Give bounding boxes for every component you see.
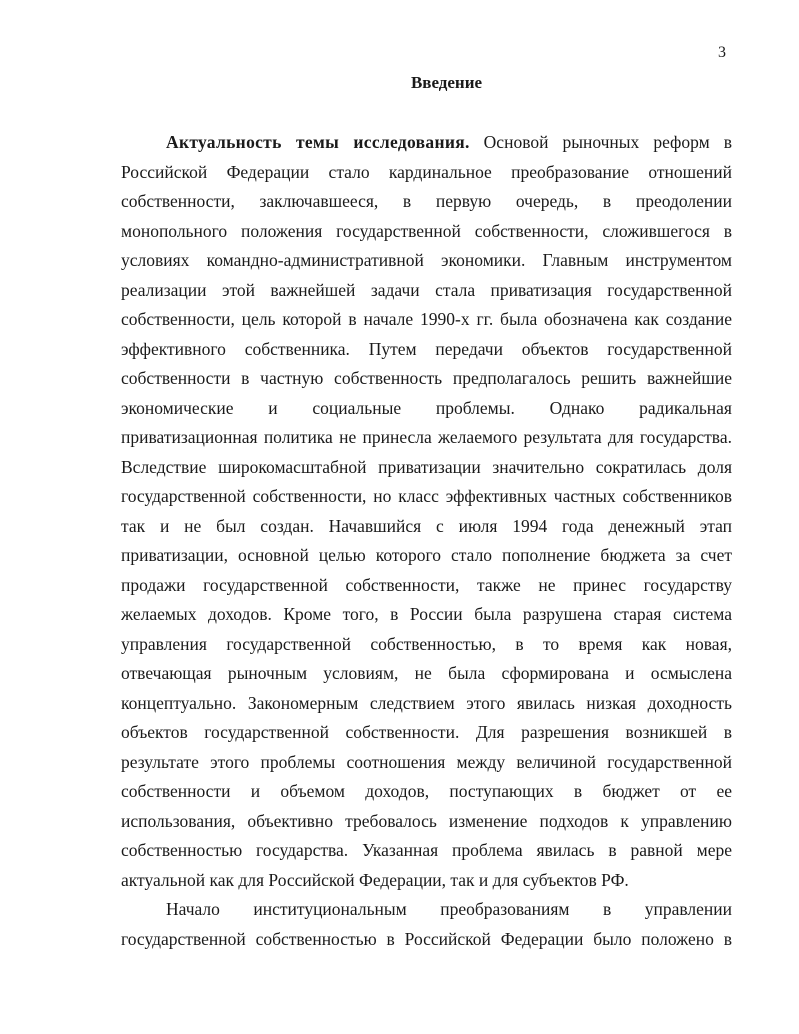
text-line: актуальной как для Российской Федерации, так и для субъектов РФ. [121, 869, 629, 890]
text-line: собственности, цель которой в начале 1990-х гг. была обозначена как создание [121, 309, 732, 329]
text-line-content: Основой рыночных реформ в [469, 132, 732, 152]
text-line: монопольного положения государственной собственности, сложившегося в [121, 220, 732, 241]
lead-phrase: Актуальность темы исследования. [166, 132, 470, 152]
text-line: объектов государственной собственности. Для разрешения возникшей в [121, 722, 732, 742]
text-line: Вследствие широкомасштабной приватизации значительно сократилась доля [121, 456, 732, 477]
text-line: Начало институциональным преобразованиям в управлении [166, 899, 732, 919]
text-line: собственности, заключавшееся, в первую очередь, в преодолении [121, 191, 732, 211]
text-line: приватизационная политика не принесла желаемого результата для государства. [121, 427, 732, 447]
text-line: приватизации, основной целью которого стало пополнение бюджета за счет [121, 545, 732, 565]
text-line: собственности и объемом доходов, поступающих в бюджет от ее [121, 781, 732, 801]
text-line: реализации этой важнейшей задачи стала приватизация государственной [121, 279, 732, 300]
text-line: так и не был создан. Начавшийся с июля 1994 года денежный этап [121, 515, 732, 536]
text-line: экономические и социальные проблемы. Однако радикальная [121, 397, 732, 418]
text-line: условиях командно-административной экономики. Главным инструментом [121, 250, 732, 270]
text-line: Российской Федерации стало кардинальное преобразование отношений [121, 161, 732, 182]
text-line: желаемых доходов. Кроме того, в России была разрушена старая система [121, 604, 732, 624]
text-line: собственности в частную собственность предполагалось решить важнейшие [121, 368, 732, 388]
text-line: эффективного собственника. Путем передачи объектов государственной [121, 338, 732, 359]
text-line: результате этого проблемы соотношения между величиной государственной [121, 751, 732, 772]
text-line: государственной собственностью в Российской Федерации было положено в [121, 928, 732, 949]
text-line: государственной собственности, но класс эффективных частных собственников [121, 486, 732, 506]
page-title: Введение [410, 73, 483, 92]
text-line [166, 130, 732, 154]
page-number: 3 [718, 44, 726, 61]
text-line: собственностью государства. Указанная проблема явилась в равной мере [121, 840, 732, 860]
text-line: продажи государственной собственности, также не принес государству [121, 574, 732, 595]
text-line: управления государственной собственностью, в то время как новая, [121, 633, 732, 654]
text-line: использования, объективно требовалось изменение подходов к управлению [121, 810, 732, 831]
text-line: отвечающая рыночным условиям, не была сформирована и осмыслена [121, 663, 732, 683]
text-line: концептуально. Закономерным следствием этого явилась низкая доходность [121, 692, 732, 713]
